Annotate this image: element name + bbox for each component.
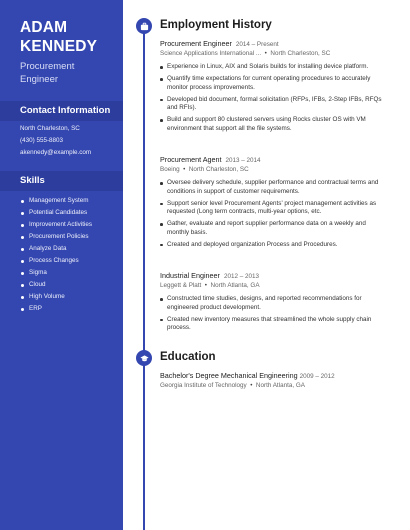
job-title-line <box>160 39 385 48</box>
skill-item: Process Changes <box>20 255 92 267</box>
job-bullet: Quantify time expectations for current operating procedures to accurately monitor process improvements. <box>160 75 385 92</box>
job-bullets <box>160 63 385 133</box>
last-name: KENNEDY <box>20 38 98 55</box>
job-bullets <box>160 295 385 333</box>
timeline-line <box>143 25 145 530</box>
separator-dot: • <box>248 382 255 389</box>
separator-dot: • <box>262 50 269 57</box>
degree: Bachelor's Degree Mechanical Engineering <box>160 371 298 380</box>
candidate-name <box>20 18 120 56</box>
job-company-line <box>160 50 385 57</box>
job-bullet: Support senior level Procurement Agents' project management activities as requested (Long term contracts, multi-year options, etc. <box>160 200 385 217</box>
skill-item: Management System <box>20 195 92 207</box>
employment-heading: Employment History <box>160 19 272 31</box>
contact-email: akennedy@example.com <box>20 149 92 156</box>
school-line <box>160 382 385 389</box>
skills-heading: Skills <box>0 171 123 191</box>
school: Georgia Institute of Technology <box>160 382 247 389</box>
education-dates: 2009 – 2012 <box>299 373 335 380</box>
skill-item: Cloud <box>20 279 92 291</box>
contact-location: North Charleston, SC <box>20 125 80 132</box>
skill-item: Improvement Activities <box>20 219 92 231</box>
job-role-line-2: Engineer <box>20 73 59 85</box>
skills-list <box>20 195 92 315</box>
graduation-cap-icon <box>136 350 152 366</box>
job-company-line <box>160 282 385 289</box>
job-location: North Charleston, SC <box>188 166 249 173</box>
job-title-line <box>160 155 385 164</box>
job-title: Industrial Engineer <box>160 271 220 280</box>
school-location: North Atlanta, GA <box>255 382 305 389</box>
job-bullets <box>160 179 385 249</box>
skill-item: Analyze Data <box>20 243 92 255</box>
contact-heading: Contact Information <box>0 101 123 121</box>
job-bullet: Build and support 80 clustered servers using Rocks cluster OS with VM environment that support all the file systems. <box>160 116 385 133</box>
job-bullet: Developed bid document, formal solicitation (RFPs, IFBs, 2-Step IFBs, RFQs and RFIs). <box>160 96 385 113</box>
skill-item: Potential Candidates <box>20 207 92 219</box>
job-company: Science Applications International ... <box>160 50 262 57</box>
separator-dot: • <box>181 166 188 173</box>
education-entry <box>160 371 385 389</box>
job-bullet: Created and deployed organization Process and Procedures. <box>160 241 385 250</box>
job-title-line <box>160 271 385 280</box>
job-title: Procurement Engineer <box>160 39 232 48</box>
sidebar <box>0 0 123 530</box>
degree-line <box>160 371 385 380</box>
job-location: North Charleston, SC <box>270 50 331 57</box>
job-title: Procurement Agent <box>160 155 222 164</box>
first-name: ADAM <box>20 19 68 36</box>
job-entry <box>160 155 385 253</box>
job-location: North Atlanta, GA <box>210 282 260 289</box>
contact-phone: (430) 555-8803 <box>20 137 64 144</box>
job-entry <box>160 39 385 137</box>
job-dates: 2014 – Present <box>235 41 279 48</box>
job-entry <box>160 271 385 336</box>
job-bullet: Constructed time studies, designs, and reported recommendations for engineered product development. <box>160 295 385 312</box>
job-role <box>20 61 120 86</box>
job-bullet: Gather, evaluate and report supplier performance data on a weekly and monthly basis. <box>160 220 385 237</box>
skill-item: Sigma <box>20 267 92 279</box>
job-role-line-1: Procurement <box>20 61 75 72</box>
separator-dot: • <box>203 282 209 289</box>
skill-item: Procurement Policies <box>20 231 92 243</box>
briefcase-icon <box>136 18 152 34</box>
skill-item: ERP <box>20 303 92 315</box>
job-bullet: Experience in Linux, AIX and Solaris builds for installing device platform. <box>160 63 385 72</box>
job-dates: 2013 – 2014 <box>225 157 261 164</box>
skill-item: High Volume <box>20 291 92 303</box>
job-dates: 2012 – 2013 <box>223 273 259 280</box>
job-company-line <box>160 166 385 173</box>
education-heading: Education <box>160 351 216 363</box>
job-company: Leggett & Platt <box>160 282 202 289</box>
job-bullet: Oversee delivery schedule, supplier performance and contractual terms and conditions in support of customer requirements. <box>160 179 385 196</box>
job-company: Boeing <box>160 166 180 173</box>
job-bullet: Created new inventory measures that streamlined the whole supply chain process. <box>160 316 385 333</box>
